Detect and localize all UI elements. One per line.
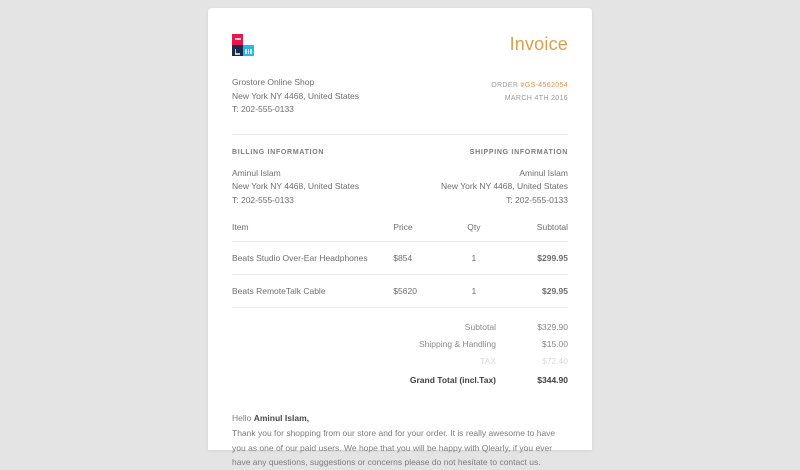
item-subtotal: $299.95 [497,242,568,275]
grand-total-label: Grand Total (incl.Tax) [409,375,496,385]
item-name: Beats Studio Over-Ear Headphones [232,242,393,275]
order-number: #GS-4562054 [520,82,568,89]
totals-row-grand-total [410,369,568,389]
billing-heading: BILLING INFORMATION [232,149,325,156]
company-address-block [232,76,359,117]
tax-label: TAX [480,355,496,366]
footer-hello-prefix: Hello [232,412,254,423]
shipping-address: New York NY 4468, United States [441,181,568,191]
logo-glyph-mark [250,49,252,54]
subtotal-value: $329.90 [537,321,568,332]
totals-row-subtotal [410,318,568,335]
logo-glyph-mark [245,49,247,54]
company-phone: T: 202-555-0133 [232,104,294,114]
table-row [232,275,568,308]
billing-name: Aminul Islam [232,167,281,178]
logo-glyph-mark [235,53,240,55]
item-price: $854 [393,242,450,275]
order-label: ORDER [491,82,521,89]
item-qty: 1 [450,242,497,275]
logo-glyph-mark [235,38,241,40]
column-header-qty: Qty [450,222,497,242]
column-header-item: Item [232,222,393,242]
shipping-name: Aminul Islam [519,167,568,178]
items-table [232,222,568,308]
shipping-heading: SHIPPING INFORMATION [469,149,568,156]
column-header-subtotal: Subtotal [497,222,568,242]
shipping-phone: T: 202-555-0133 [506,194,568,205]
billing-address: New York NY 4468, United States [232,181,359,191]
item-subtotal: $29.95 [497,275,568,308]
subtotal-label: Subtotal [464,321,496,332]
logo-glyph-mark [248,49,250,54]
column-header-price: Price [393,222,450,242]
brand-logo-icon [232,34,254,56]
items-table-header-row [232,222,568,242]
totals-table [410,318,568,389]
billing-information-block [232,146,359,207]
shipping-handling-label: Shipping & Handling [418,338,496,349]
company-address: New York NY 4468, United States [232,90,359,101]
invoice-card [208,8,592,467]
logo-square-red [232,34,243,45]
order-meta-block [491,79,568,105]
item-name: Beats RemoteTalk Cable [232,275,393,308]
item-qty: 1 [450,275,497,308]
footer-customer-name: Aminul Islam, [253,412,309,423]
order-number-line [491,79,568,92]
order-date: MARCH 4TH 2016 [504,95,568,102]
footer-message [232,411,568,470]
totals-row-shipping [410,335,568,352]
company-name: Grostore Online Shop [232,77,315,87]
shipping-information-block [441,146,568,207]
invoice-meta-row [232,76,568,134]
invoice-header [232,8,568,70]
tax-value: $72.40 [542,355,568,366]
address-row [232,135,568,214]
billing-phone: T: 202-555-0133 [232,194,294,205]
shipping-handling-value: $15.00 [542,338,568,349]
table-row [232,242,568,275]
item-price: $5620 [393,275,450,308]
totals-section [232,318,568,389]
invoice-title: Invoice [509,34,568,54]
totals-row-tax [410,352,568,369]
grand-total-value: $344.90 [537,375,568,385]
footer-body-text: Thank you for shopping from our store and for your order. It is really awesome to have you as one of our paid users. We hope that you will be happy with Qlearly, if you ever have any questions, suggestions or concerns please do not hesitate to contact us. [232,428,556,467]
footer-greeting [232,411,568,426]
